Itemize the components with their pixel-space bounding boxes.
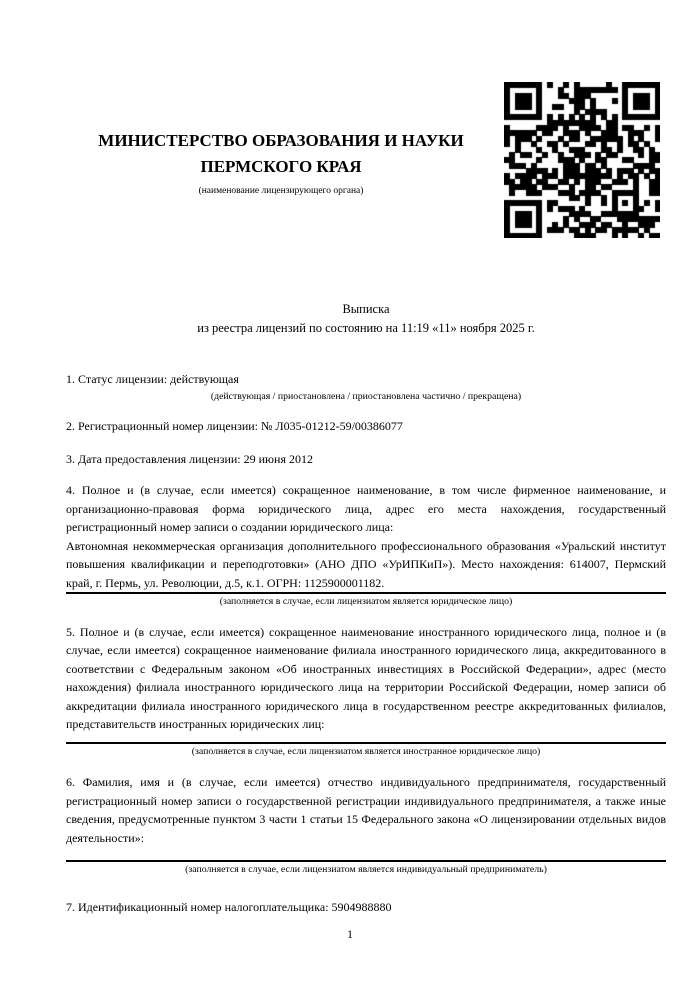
document-title	[66, 300, 666, 337]
item-foreign-entity-text: 5. Полное и (в случае, если имеется) сокращенное наименование иностранного юридического лица, полное и (в случае, если имеется) сокращенное наименование филиала иностранного юридического лица, аккредитованного в соответствии с Федеральным законом «Об иностранных инвестициях в Российской Федерации», адрес (место нахождения) филиала иностранного юридического лица на территории Российской Федерации, номер записи об аккредитации филиала иностранного юридического лица в государственном реестре аккредитованных филиалов, представительств иностранных юридических лиц:	[66, 624, 666, 731]
item-legal-entity	[66, 481, 666, 609]
fill-line-legal-entity	[66, 592, 666, 594]
document-title-line1: Выписка	[342, 302, 390, 316]
item-registration-number: 2. Регистрационный номер лицензии: № Л035-01212-59/00386077	[66, 419, 403, 433]
licensing-authority-header	[66, 0, 496, 198]
item-foreign-entity-note: (заполняется в случае, если лицензиатом является иностранное юридическое лицо)	[191, 745, 541, 757]
qr-code-icon	[504, 82, 660, 238]
item-legal-entity-note: (заполняется в случае, если лицензиатом является юридическое лицо)	[219, 596, 513, 607]
ministry-name	[66, 128, 496, 180]
item-taxpayer-id: 7. Идентификационный номер налогоплательщика: 5904988880	[66, 899, 392, 914]
item-legal-entity-value: Автономная некоммерческая организация дополнительного профессионального образования «Уральский институт повышения квалификации и переподготовки» (АНО ДПО «УрИПКиП»). Место нахождения: 614007, Пермский край, г. Пермь, ул. Революции, д.5, к.1. ОГРН: 1125900001182.	[66, 538, 666, 590]
page-number: 1	[347, 927, 353, 941]
ministry-name-line2: ПЕРМСКОГО КРАЯ	[200, 157, 362, 176]
item-license-status: 1. Статус лицензии: действующая	[66, 372, 239, 386]
item-license-status-note: (действующая / приостановлена / приостановлена частично / прекращена)	[210, 390, 522, 402]
item-individual-entrepreneur-note: (заполняется в случае, если лицензиатом является индивидуальный предприниматель)	[185, 864, 547, 875]
fill-line-individual-entrepreneur	[66, 860, 666, 862]
ministry-name-line1: МИНИСТЕРСТВО ОБРАЗОВАНИЯ И НАУКИ	[98, 131, 464, 150]
item-grant-date: 3. Дата предоставления лицензии: 29 июня 2012	[66, 451, 313, 466]
item-legal-entity-text: 4. Полное и (в случае, если имеется) сокращенное наименование, в том числе фирменное наименование, и организационно-правовая форма юридического лица, адрес его места нахождения, государственный регистрационный номер записи о создании юридического лица:	[66, 483, 666, 534]
document-title-line2: из реестра лицензий по состоянию на 11:19 «11» ноября 2025 г.	[197, 320, 535, 335]
item-individual-entrepreneur-text: 6. Фамилия, имя и (в случае, если имеется) отчество индивидуального предпринимателя, государственный регистрационный номер записи о государственной регистрации индивидуального предпринимателя, а также иные сведения, предусмотренные пунктом 3 части 1 статьи 15 Федерального закона «О лицензировании отдельных видов деятельности»:	[66, 775, 666, 845]
fill-line-foreign-entity	[66, 742, 666, 744]
ministry-name-caption: (наименование лицензирующего органа)	[198, 186, 364, 196]
item-foreign-entity	[66, 623, 666, 759]
item-individual-entrepreneur	[66, 773, 666, 877]
